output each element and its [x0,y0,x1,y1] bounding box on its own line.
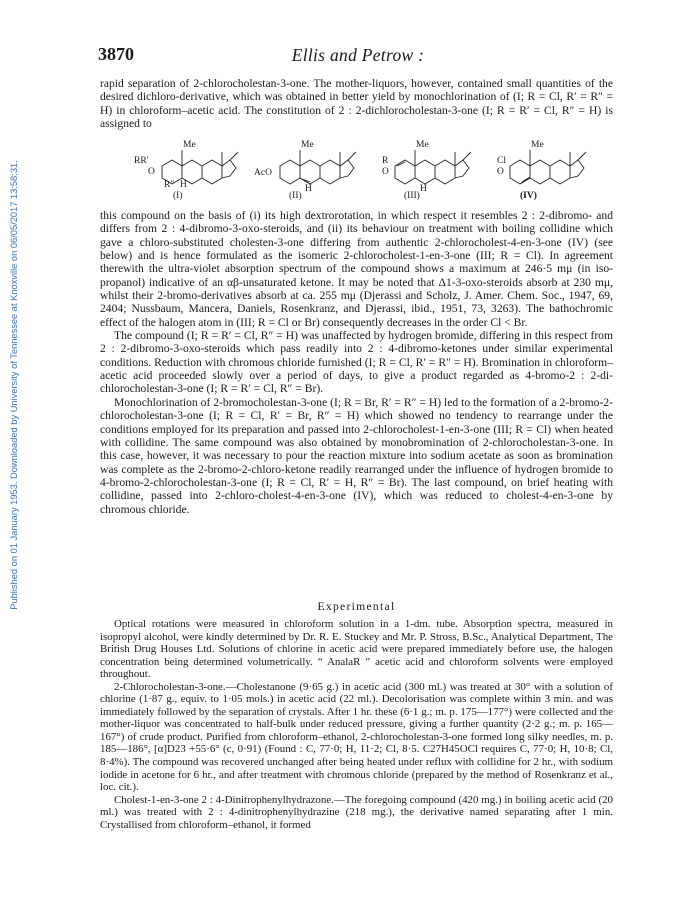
page-number: 3870 [98,44,134,64]
atom-label: Me [531,140,544,150]
compound-label-IV: (IV) [520,191,537,201]
compound-label-III: (III) [404,191,420,201]
atom-label: O [497,167,504,177]
experimental-paragraph: Cholest-1-en-3-one 2 : 4-Dinitrophenylhydrazone.—The foregoing compound (420 mg.) in boiling acetic acid (20 ml.) was treated with 2 : 4-dinitrophenylhydrazine (218 mg.), the derivative named separating after 1 min. Crystallised from chloroform–ethanol, it formed [100,793,613,831]
atom-label: H [420,184,427,194]
atom-label: H [305,184,312,194]
atom-label: R [382,156,389,166]
atom-label: R″ [164,180,175,190]
structure-I [162,150,238,184]
structure-II [280,150,356,184]
body-paragraph: Monochlorination of 2-bromocholestan-3-one (I; R = Br, R′ = R″ = H) led to the formation of a 2-bromo-2-chlorocholestan-3-one (I; R = Cl, R′ = Br, R″ = H) which showed no tendency to rearrange under the conditions employed for its preparation and passed into 2-chlorocholest-1-en-3-one (III; R = Cl) when heated with collidine. The same compound was also obtained by monobromination of 2-chlorocholestan-3-one. In this case, however, it was necessary to pour the reaction mixture into sodium acetate as soon as bromination was complete as the 2-bromo-2-chloro-ketone readily rearranged under the influence of hydrogen bromide to 4-bromo-2-chlorocholestan-3-one (I; R = Cl, R′ = H, R″ = Br). The last compound, on brief heating with collidine, passed into 2-chloro-cholest-4-en-3-one (IV), which was reduced to cholest-4-en-3-one by chromous chloride. [100,395,613,516]
body-text [100,209,613,516]
atom-label: AcO [254,168,272,178]
experimental-text [100,618,613,831]
atom-label: O [382,167,389,177]
atom-label: Me [183,140,196,150]
body-paragraph: this compound on the basis of (i) its high dextrorotation, in which respect it resembles 2 : 2-dibromo- and differs from 2 : 4-dibromo-3-oxo-steroids, and (ii) its behaviour on treatment with boiling collidine which gave a chloro-substituted cholesten-3-one differing from authentic 2-chlorocholest-4-en-3-one (IV) (see below) and is hence formulated as the isomeric 2-chlorocholest-1-en-3-one (III; R = Cl). In agreement therewith the ultra-violet absorption spectrum of the compound shows a maximum at 246·5 mμ (in iso-propanol) indicative of an αβ-unsaturated ketone. It may be noted that Δ1-3-oxo-steroids absorb at 230 mμ, whilst their 2-bromo-derivatives absorb at ca. 255 mμ (Djerassi and Scholz, J. Amer. Chem. Soc., 1947, 69, 2404; Nussbaum, Mancera, Daniels, Rosenkranz, and Djerassi, ibid., 1951, 73, 3263). The bathochromic effect of the halogen atom in (III; R = Cl or Br) consequently decreases in the order Cl < Br. [100,209,613,329]
compound-label-I: (I) [173,191,183,201]
experimental-paragraph: Optical rotations were measured in chloroform solution in a 1-dm. tube. Absorption spectra, measured in isopropyl alcohol, were kindly determined by Dr. R. E. Stuckey and Mr. P. Stross, B.Sc., Analytical Department, The British Drug Houses Ltd. Solutions of chlorine in acetic acid were prepared immediately before use, the halogen concentration being determined volumetrically. “ AnalaR ” acetic acid and chloroform solvents were employed throughout. [100,618,613,681]
atom-label: O [148,167,155,177]
section-heading-experimental: Experimental [317,600,396,613]
intro-text: rapid separation of 2-chlorocholestan-3-one. The mother-liquors, however, contained small quantities of the desired dichloro-derivative, which was obtained in better yield by monochlorination of (I; R = Cl, R′ = R″ = H) in chloroform–acetic acid. The constitution of 2 : 2-dichlorocholestan-3-one (I; R = R′ = Cl, R″ = H) is assigned to [100,77,613,131]
atom-label: H [180,180,187,190]
atom-label: Cl [497,156,506,166]
atom-label: Me [301,140,314,150]
experimental-paragraph: 2-Chlorocholestan-3-one.—Cholestanone (9·65 g.) in acetic acid (300 ml.) was treated at 30° with a solution of chlorine (1·87 g., equiv. to 1·05 mols.) in acetic acid (22 ml.). Decolorisation was complete within 3 min. and was immediately followed by the separation of crystals. After 1 hr. these (6·1 g.; m. p. 175—177°) were collected and the mother-liquor was concentrated to half-bulk under reduced pressure, giving a further quantity (2·2 g.; m. p. 165—167°) of crude product. Purified from chloroform–ethanol, 2-chlorocholestan-3-one formed long silky needles, m. p. 185—186°, [α]D23 +55·6° (c, 0·91) (Found : C, 77·0; H, 11·2; Cl, 8·5. C27H45OCl requires C, 77·0; H, 10·8; Cl, 8·4%). The compound was recovered unchanged after being heated under reflux with collidine for 2 hr., with sodium iodide in acetone for 6 hr., and after treatment with chromous chloride (prepared by the method of Rosenkranz et al., loc. cit.). [100,680,613,794]
atom-label: RR′ [134,156,149,166]
download-watermark: Published on 01 January 1953. Downloaded by University of Tennessee at Knoxville on 06/05/2017 13:58:31. [9,160,19,610]
compound-label-II: (II) [289,191,302,201]
structure-IV [510,150,586,184]
atom-label: Me [416,140,429,150]
running-title: Ellis and Petrow : [291,45,425,65]
intro-paragraph [100,77,613,130]
structure-III [395,150,471,184]
page-header [98,44,618,68]
body-paragraph: The compound (I; R = R′ = Cl, R″ = H) was unaffected by hydrogen bromide, differing in this respect from 2 : 2-dibromo-3-oxo-steroids which pass readily into 2 : 4-dibromo-ketones under similar experimental conditions. Reduction with chromous chloride furnished (I; R = Cl, R′ = R″ = H). Bromination in chloroform–acetic acid proceeded slowly over a period of days, to give a product regarded as 4-bromo-2 : 2-di-chlorocholestan-3-one (I; R = R′ = Cl, R″ = Br). [100,329,613,396]
